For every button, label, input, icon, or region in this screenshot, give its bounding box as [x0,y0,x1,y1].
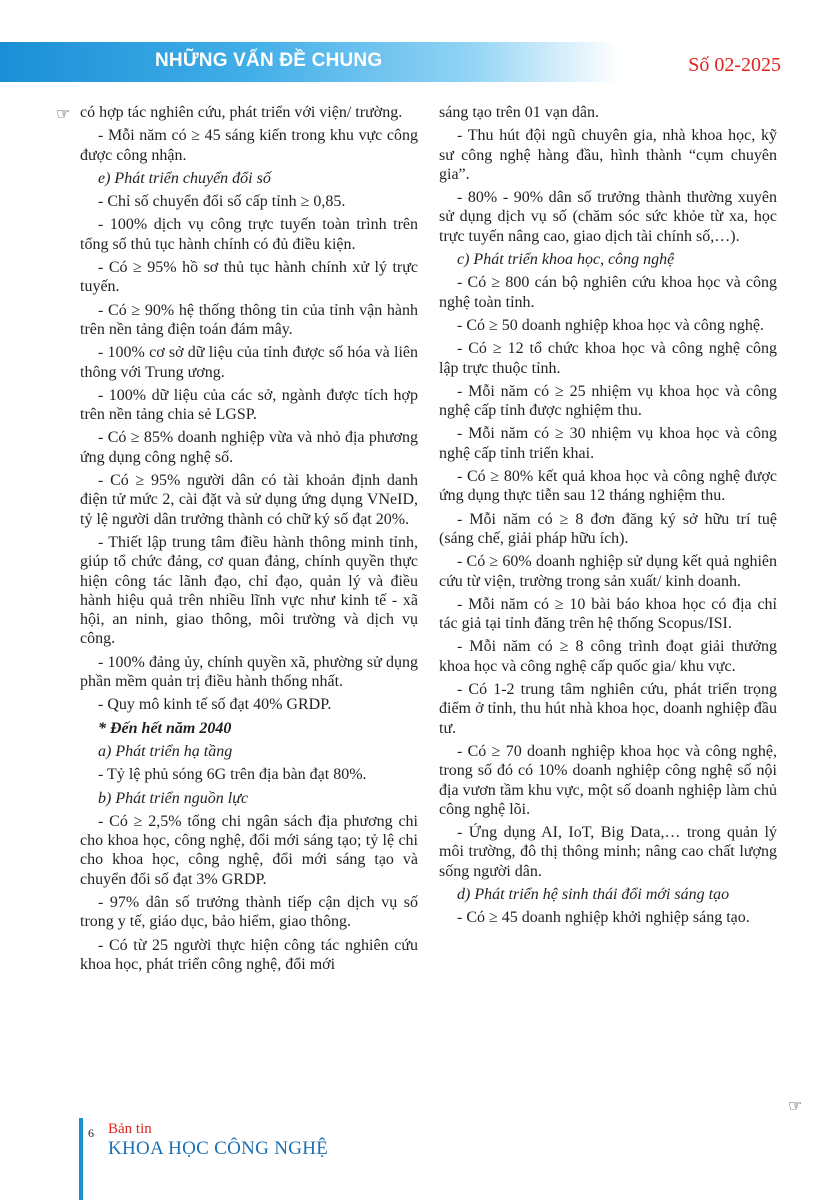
paragraph: - Có ≥ 95% hồ sơ thủ tục hành chính xử lý trực tuyến. [80,259,418,296]
paragraph: - Tỷ lệ phủ sóng 6G trên địa bàn đạt 80%. [98,766,367,784]
paragraph: - Có ≥ 12 tổ chức khoa học và công nghệ công lập trực thuộc tỉnh. [439,340,777,377]
section-title: NHỮNG VẤN ĐỀ CHUNG [155,50,383,71]
paragraph: - Mỗi năm có ≥ 45 sáng kiến trong khu vực công được công nhận. [80,127,418,164]
paragraph: - Thiết lập trung tâm điều hành thông minh tỉnh, giúp tổ chức đảng, cơ quan đảng, chính quyền thực hiện công tác lãnh đạo, chỉ đạo, quản lý và điều hành hiệu quả trên nhiều lĩnh vực như kinh tế - xã hội, an ninh, giao thông, môi trường và dịch vụ công. [80,533,418,648]
paragraph: - Ứng dụng AI, IoT, Big Data,… trong quản lý môi trường, đô thị thông minh; nâng cao chất lượng sống người dân. [439,824,777,880]
paragraph: có hợp tác nghiên cứu, phát triển với viện/ trường. [80,104,403,121]
paragraph: - 80% - 90% dân số trưởng thành thường xuyên sử dụng dịch vụ số (chăm sóc sức khỏe từ xa, học trực tuyến nâng cao, giao dịch tài chính số,…). [439,189,777,245]
paragraph: b) Phát triển nguồn lực [98,789,249,807]
bulletin-name: KHOA HỌC CÔNG NGHỆ [108,1138,329,1159]
pointing-hand-icon: ☞ [56,104,71,123]
pointing-hand-icon: ☞ [788,1096,803,1115]
paragraph: - 97% dân số trưởng thành tiếp cận dịch vụ số trong y tế, giáo dục, bảo hiểm, giao thông. [80,893,418,931]
paragraph: - Có ≥ 45 doanh nghiệp khởi nghiệp sáng tạo. [457,909,750,927]
paragraph: - Có từ 25 người thực hiện công tác nghiên cứu khoa học, phát triển công nghệ, đổi mới [80,936,418,973]
page-number: 6 [88,1126,94,1140]
paragraph: - Thu hút đội ngũ chuyên gia, nhà khoa học, kỹ sư công nghệ hàng đầu, hình thành “cụm chuyên gia”. [439,127,777,183]
paragraph: a) Phát triển hạ tầng [98,742,233,760]
paragraph: - 100% dịch vụ công trực tuyến toàn trình trên tổng số thủ tục hành chính có đủ điều kiện. [80,216,418,253]
paragraph: - Có ≥ 70 doanh nghiệp khoa học và công nghệ, trong số đó có 10% doanh nghiệp công nghệ số nội địa vươn tầm khu vực, một số doanh nghiệp làm chủ công nghệ lõi. [439,742,777,818]
paragraph: - Mỗi năm có ≥ 10 bài báo khoa học có địa chỉ tác giả tại tỉnh đăng trên hệ thống Scopus/ISI. [439,595,777,633]
paragraph: - Có ≥ 800 cán bộ nghiên cứu khoa học và công nghệ toàn tỉnh. [439,274,777,311]
paragraph: - Có ≥ 50 doanh nghiệp khoa học và công nghệ. [457,316,764,334]
paragraph: - 100% dữ liệu của các sở, ngành được tích hợp trên nền tảng chia sẻ LGSP. [80,386,418,424]
paragraph: sáng tạo trên 01 vạn dân. [439,104,599,121]
paragraph: * Đến hết năm 2040 [98,719,232,737]
paragraph: - Có ≥ 60% doanh nghiệp sử dụng kết quả nghiên cứu từ viện, trường trong sản xuất/ kinh doanh. [439,553,777,590]
paragraph: - Mỗi năm có ≥ 25 nhiệm vụ khoa học và công nghệ cấp tỉnh được nghiệm thu. [439,382,777,420]
paragraph: - Có ≥ 90% hệ thống thông tin của tỉnh vận hành trên nền tảng điện toán đám mây. [80,301,418,338]
left-column [80,103,418,978]
paragraph: - Có 1-2 trung tâm nghiên cứu, phát triển trọng điểm ở tỉnh, thu hút nhà khoa học, doanh nghiệp đầu tư. [439,681,777,737]
paragraph: c) Phát triển khoa học, công nghệ [457,251,675,269]
footer-accent-bar [79,1118,83,1200]
bulletin-label: Bản tin [108,1121,152,1137]
paragraph: - Có ≥ 85% doanh nghiệp vừa và nhỏ địa phương ứng dụng công nghệ số. [80,429,418,466]
paragraph: - 100% cơ sở dữ liệu của tỉnh được số hóa và liên thông với Trung ương. [80,344,418,381]
paragraph: - Mỗi năm có ≥ 8 công trình đoạt giải thưởng khoa học và công nghệ cấp quốc gia/ khu vực. [439,638,777,675]
issue-number: Số 02-2025 [688,54,781,76]
paragraph: - Có ≥ 2,5% tổng chi ngân sách địa phương chi cho khoa học, công nghệ, đổi mới sáng tạo; tỷ lệ chi cho khoa học, công nghệ, đổi mới sáng tạo và chuyển đổi số đạt 3% GRDP. [80,812,418,888]
paragraph: - Mỗi năm có ≥ 8 đơn đăng ký sở hữu trí tuệ (sáng chế, giải pháp hữu ích). [439,510,777,547]
paragraph: - Quy mô kinh tế số đạt 40% GRDP. [98,696,332,714]
paragraph: - Chỉ số chuyển đổi số cấp tỉnh ≥ 0,85. [98,193,346,211]
paragraph: d) Phát triển hệ sinh thái đổi mới sáng tạo [457,885,730,903]
right-column [439,103,777,932]
paragraph: - Mỗi năm có ≥ 30 nhiệm vụ khoa học và công nghệ cấp tỉnh triển khai. [439,425,777,462]
paragraph: e) Phát triển chuyển đổi số [98,169,271,187]
paragraph: - Có ≥ 80% kết quả khoa học và công nghệ được ứng dụng thực tiễn sau 12 tháng nghiệm thu. [439,468,777,505]
paragraph: - 100% đảng ủy, chính quyền xã, phường sử dụng phần mềm quản trị điều hành thống nhất. [80,653,418,691]
paragraph: - Có ≥ 95% người dân có tài khoản định danh điện tử mức 2, cài đặt và sử dụng ứng dụng VNeID, tỷ lệ người dân trưởng thành có chữ ký số đạt 20%. [80,472,418,528]
